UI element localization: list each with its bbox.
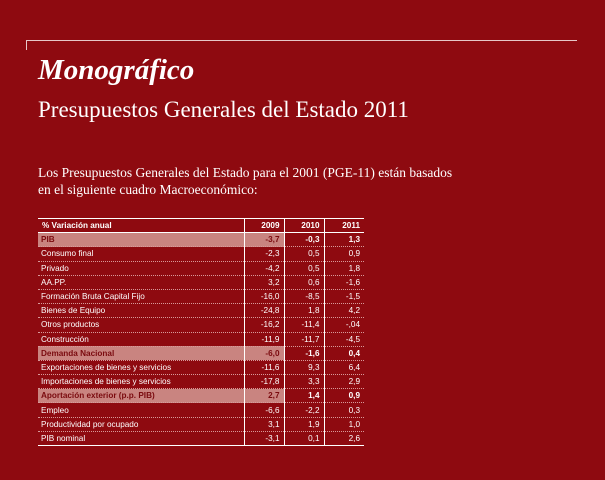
cell-2011: 0,9 [324, 389, 364, 403]
intro-line-1: Los Presupuestos Generales del Estado para el 2001 (PGE-11) están basados [38, 165, 453, 180]
table-row [38, 233, 364, 247]
cell-2011: 6,4 [324, 360, 364, 374]
cell-2009: -11,9 [244, 332, 284, 346]
header-2009: 2009 [244, 219, 284, 233]
cell-2010: 0,1 [284, 431, 324, 445]
cell-2010: 1,4 [284, 389, 324, 403]
cell-2010: -1,6 [284, 346, 324, 360]
cell-2011: 4,2 [324, 304, 364, 318]
table-header-row [38, 219, 364, 233]
intro-line-2: en el siguiente cuadro Macroeconómico: [38, 182, 258, 197]
cell-2009: -3,7 [244, 233, 284, 247]
row-label: Consumo final [38, 247, 244, 261]
cell-2009: 3,2 [244, 275, 284, 289]
table-row [38, 431, 364, 445]
cell-2009: -6,0 [244, 346, 284, 360]
row-label: Demanda Nacional [38, 346, 244, 360]
top-rule-tick [26, 40, 27, 50]
cell-2010: -8,5 [284, 289, 324, 303]
table-row [38, 318, 364, 332]
macro-table [38, 218, 364, 446]
row-label: Formación Bruta Capital Fijo [38, 289, 244, 303]
cell-2011: 1,0 [324, 417, 364, 431]
cell-2010: -11,7 [284, 332, 324, 346]
section-kicker: Monográfico [38, 54, 195, 86]
header-2010: 2010 [284, 219, 324, 233]
cell-2010: 0,5 [284, 247, 324, 261]
row-label: PIB nominal [38, 431, 244, 445]
cell-2010: -11,4 [284, 318, 324, 332]
cell-2010: 9,3 [284, 360, 324, 374]
table-row [38, 417, 364, 431]
page-title: Presupuestos Generales del Estado 2011 [38, 97, 409, 122]
cell-2009: 2,7 [244, 389, 284, 403]
table-row [38, 332, 364, 346]
row-label: Importaciones de bienes y servicios [38, 375, 244, 389]
table-row [38, 275, 364, 289]
cell-2009: -3,1 [244, 431, 284, 445]
table-row [38, 389, 364, 403]
table-body [38, 233, 364, 446]
cell-2011: -,04 [324, 318, 364, 332]
cell-2010: -0,3 [284, 233, 324, 247]
cell-2009: -16,0 [244, 289, 284, 303]
cell-2010: -2,2 [284, 403, 324, 417]
cell-2009: 3,1 [244, 417, 284, 431]
cell-2009: -24,8 [244, 304, 284, 318]
table-row [38, 261, 364, 275]
table-row [38, 346, 364, 360]
row-label: PIB [38, 233, 244, 247]
table-row [38, 247, 364, 261]
table-row [38, 403, 364, 417]
cell-2011: -1,6 [324, 275, 364, 289]
cell-2009: -2,3 [244, 247, 284, 261]
cell-2011: -4,5 [324, 332, 364, 346]
cell-2011: 1,3 [324, 233, 364, 247]
row-label: Privado [38, 261, 244, 275]
table-row [38, 304, 364, 318]
cell-2009: -6,6 [244, 403, 284, 417]
row-label: AA.PP. [38, 275, 244, 289]
cell-2009: -16,2 [244, 318, 284, 332]
intro-paragraph [38, 164, 518, 198]
cell-2011: 2,9 [324, 375, 364, 389]
table-row [38, 289, 364, 303]
cell-2009: -4,2 [244, 261, 284, 275]
cell-2010: 0,6 [284, 275, 324, 289]
cell-2010: 0,5 [284, 261, 324, 275]
table-row [38, 360, 364, 374]
cell-2009: -17,8 [244, 375, 284, 389]
header-label: % Variación anual [38, 219, 244, 233]
row-label: Exportaciones de bienes y servicios [38, 360, 244, 374]
row-label: Construcción [38, 332, 244, 346]
cell-2009: -11,6 [244, 360, 284, 374]
row-label: Aportación exterior (p.p. PIB) [38, 389, 244, 403]
cell-2011: 0,9 [324, 247, 364, 261]
cell-2011: 0,3 [324, 403, 364, 417]
cell-2011: 2,6 [324, 431, 364, 445]
cell-2010: 1,9 [284, 417, 324, 431]
row-label: Empleo [38, 403, 244, 417]
cell-2011: 0,4 [324, 346, 364, 360]
row-label: Productividad por ocupado [38, 417, 244, 431]
top-rule [26, 40, 577, 41]
cell-2011: -1,5 [324, 289, 364, 303]
header-2011: 2011 [324, 219, 364, 233]
table-row [38, 375, 364, 389]
cell-2011: 1,8 [324, 261, 364, 275]
cell-2010: 3,3 [284, 375, 324, 389]
row-label: Bienes de Equipo [38, 304, 244, 318]
row-label: Otros productos [38, 318, 244, 332]
cell-2010: 1,8 [284, 304, 324, 318]
